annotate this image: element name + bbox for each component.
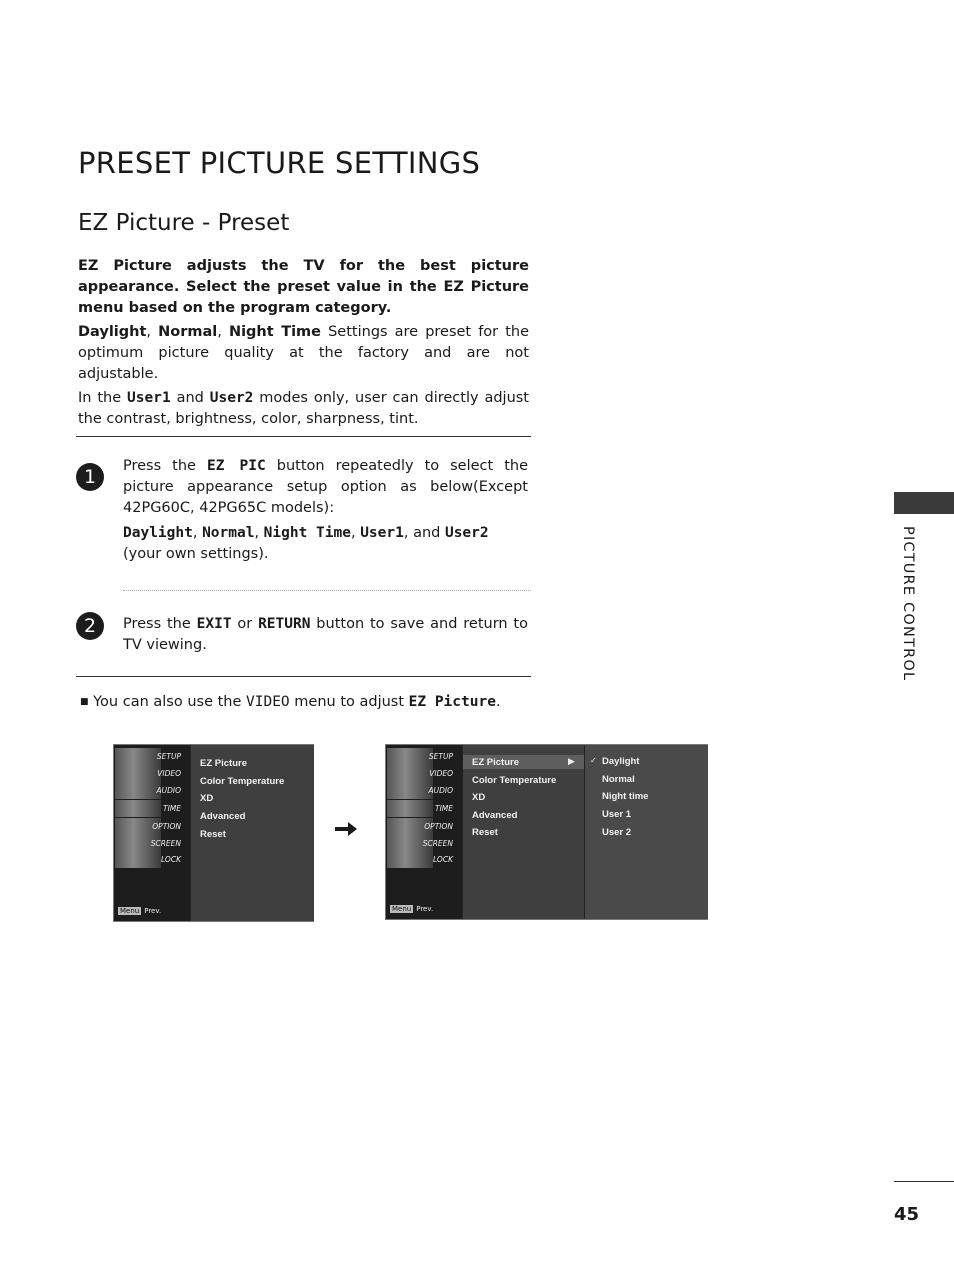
note-end: . [495,694,501,710]
osd-1-picture-menu [190,745,314,921]
osd-1-side-time: TIME [162,804,181,813]
osd-2-side-time: TIME [434,804,453,813]
menu-key-icon: Menu [120,907,140,915]
submenu-arrow-icon: ▶ [568,756,575,766]
step-2-badge: 2 [76,612,104,640]
option-night-time: Night Time [263,525,351,541]
osd-2-side-setup: SETUP [428,752,453,761]
osd-2-picture-menu [462,745,585,919]
osd-screen-1 [113,744,314,922]
osd-2-sub-normal[interactable]: Normal [602,774,635,785]
osd-1-side-video: VIDEO [157,769,181,778]
bullet-square-icon: ■ [80,697,89,707]
osd-2-sub-night-time[interactable]: Night time [602,791,649,802]
step-divider [123,590,531,591]
osd-1-side-lock: LOCK [160,855,181,864]
step-1-lead: Press the [123,458,207,474]
osd-1-side-screen: SCREEN [150,839,181,848]
page-title: PRESET PICTURE SETTINGS [78,146,481,180]
osd-2-side-menu [386,745,462,919]
step-1-text [123,456,528,569]
step-1-tail: (your own settings). [123,546,269,562]
osd-1-menu-reset[interactable]: Reset [200,829,226,840]
osd-1-side-setup: SETUP [156,752,181,761]
intro-paragraph-3 [78,388,529,430]
user2-term: User2 [209,390,254,406]
osd-1-menu-hint [118,907,161,915]
osd-2-menu-reset[interactable]: Reset [472,827,498,838]
ez-picture-term: EZ Picture [408,694,496,710]
osd-screen-2 [385,744,708,920]
steps-bottom-rule [76,676,531,677]
prev-label: Prev. [416,905,434,913]
note-lead: You can also use the [93,694,247,710]
osd-1-menu-ez-picture[interactable]: EZ Picture [200,758,247,769]
osd-2-menu-advanced[interactable]: Advanced [472,810,518,821]
osd-1-menu-color-temperature[interactable]: Color Temperature [200,776,285,787]
note-mid: menu to adjust [289,694,409,710]
osd-1-menu-xd[interactable]: XD [200,793,214,804]
step-1-and: , and [403,525,445,541]
osd-1-side-option: OPTION [152,822,181,831]
page-number-rule [894,1181,954,1182]
intro-paragraph-2: Daylight, Normal, Night Time Settings are preset for the optimum picture quality at the factory and are not adjustable. [78,324,530,382]
menu-key-icon: Menu [392,905,412,913]
intro-paragraph-1: EZ Picture adjusts the TV for the best picture appearance. Select the preset value in the EZ Picture menu based on the program category. [78,258,529,316]
intro-p3-and: and [170,390,210,406]
night-time-term: Night Time [228,324,322,340]
step-2-lead: Press the [123,616,197,632]
intro-p3-rest: modes only, user can directly adjust the contrast, brightness, color, sharpness, tint. [78,390,529,427]
osd-2-sub-user-1[interactable]: User 1 [602,809,632,820]
step-2-text [123,614,528,660]
normal-term: Normal [158,324,218,340]
osd-1-menu-advanced[interactable]: Advanced [200,811,246,822]
option-normal: Normal [202,525,255,541]
osd-2-side-audio: AUDIO [428,786,453,795]
video-term: VIDEO [246,694,290,710]
osd-2-side-option: OPTION [424,822,453,831]
step-1-badge: 1 [76,463,104,491]
osd-2-sub-user-2[interactable]: User 2 [602,827,632,838]
osd-2-side-video: VIDEO [429,769,453,778]
osd-2-ez-picture-submenu [584,745,708,919]
side-section-label: PICTURE CONTROL [900,526,916,682]
osd-2-side-lock: LOCK [432,855,453,864]
intro-p3-lead: In the [78,390,128,406]
step-2-instruction [123,614,528,656]
step-2-rest: button to save and return to TV viewing. [123,616,528,653]
return-key: RETURN [258,616,311,632]
intro-paragraph-2-rest: Settings are preset for the optimum picture quality at the factory and are not adjustable. [78,324,530,382]
steps-top-rule [76,436,531,437]
check-icon: ✓ [590,756,597,765]
osd-1-side-audio: AUDIO [156,786,181,795]
page-number: 45 [894,1204,920,1225]
section-subtitle: EZ Picture - Preset [78,210,290,236]
arrow-right-icon [334,817,358,841]
option-daylight: Daylight [123,525,193,541]
step-1-rest: button repeatedly to select the picture appearance setup option as below(Except 42PG60C, 42PG65C models): [123,458,528,516]
prev-label: Prev. [144,907,162,915]
osd-2-side-screen: SCREEN [422,839,453,848]
step-1-instruction [123,456,528,519]
ez-pic-key: EZ PIC [206,458,266,474]
intro-text [78,256,529,433]
daylight-term: Daylight [78,324,147,340]
osd-2-menu-hint [390,905,433,913]
step-1-options: Daylight, Normal, Night Time, User1, and User2 (your own settings). [123,525,489,562]
tip-note [80,694,501,710]
option-user2: User2 [444,525,489,541]
step-2-or: or [231,616,259,632]
section-tab [894,492,954,514]
user1-term: User1 [127,390,171,406]
osd-2-menu-ez-picture[interactable]: EZ Picture [472,757,519,768]
osd-2-menu-xd[interactable]: XD [472,792,486,803]
option-user1: User1 [360,525,404,541]
osd-2-sub-daylight[interactable]: Daylight [602,756,640,767]
osd-1-side-menu [114,745,190,921]
exit-key: EXIT [196,616,232,632]
osd-2-menu-color-temperature[interactable]: Color Temperature [472,775,557,786]
